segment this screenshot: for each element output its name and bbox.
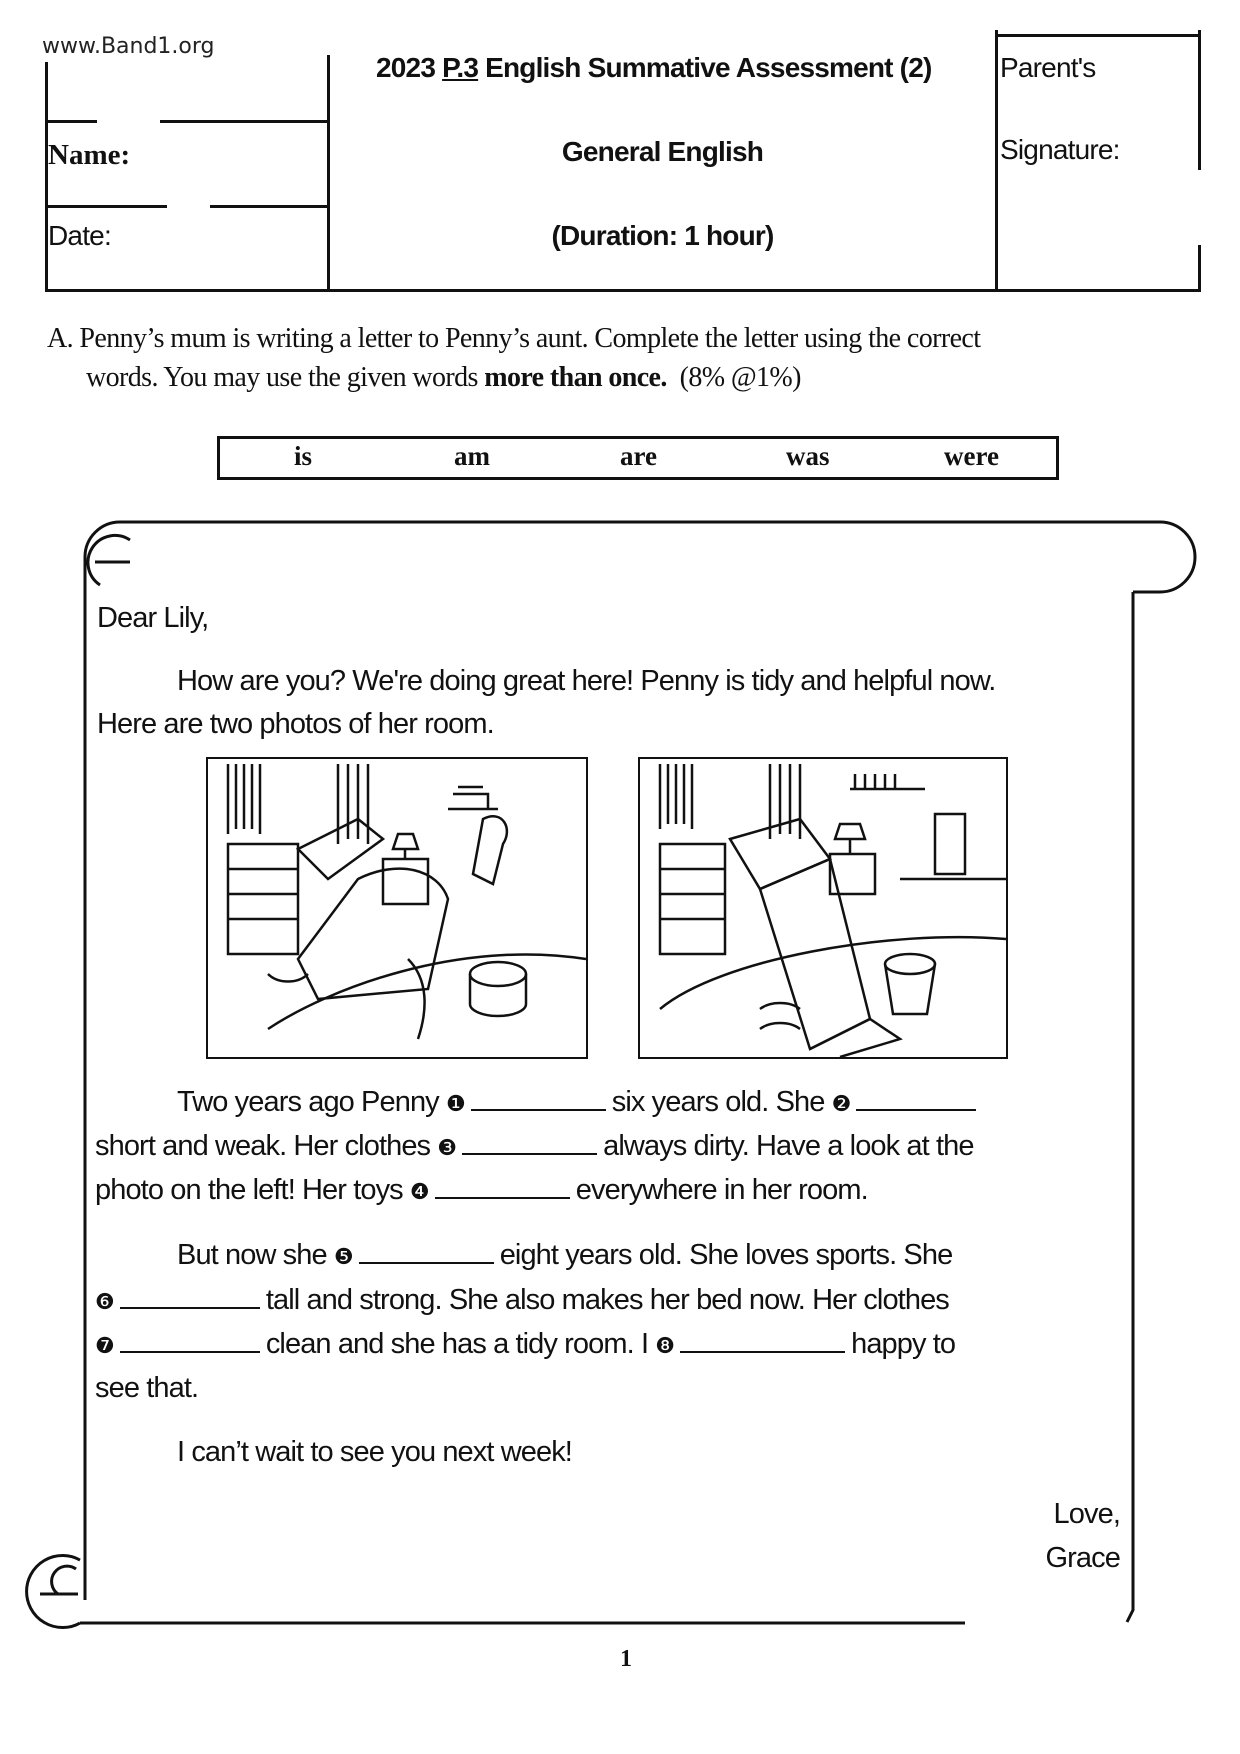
question-number-icon: ❶ [445, 1092, 465, 1117]
page-title [376, 52, 932, 84]
answer-blank[interactable] [471, 1087, 606, 1111]
instruction-line-2 [86, 362, 801, 394]
answer-blank[interactable] [462, 1131, 597, 1155]
signature-label: Signature: [1000, 134, 1120, 165]
question-number-icon: ❺ [333, 1245, 353, 1270]
answer-blank[interactable] [435, 1175, 570, 1199]
page-number: 1 [620, 1646, 632, 1672]
word-bank-item: am [454, 441, 490, 471]
question-number-icon: ❻ [95, 1290, 114, 1315]
instruction-text: words. You may use the given words [86, 362, 485, 393]
name-label: Name: [48, 139, 131, 171]
letter-intro-line: How are you? We're doing great here! Penny is tidy and helpful now. [177, 665, 996, 697]
letter-text: always dirty. Have a look at the [603, 1130, 974, 1162]
parent-label: Parent's [1000, 52, 1096, 83]
letter-greeting: Dear Lily, [97, 602, 209, 634]
answer-blank[interactable] [680, 1329, 845, 1353]
question-number-icon: ❼ [95, 1334, 114, 1359]
word-bank-item: is [294, 441, 313, 471]
letter-text: tall and strong. She also makes her bed now. Her clothes [265, 1284, 949, 1316]
answer-blank[interactable] [359, 1240, 494, 1264]
answer-blank[interactable] [856, 1087, 976, 1111]
letter-signature: Grace [1045, 1542, 1120, 1574]
subject: General English [561, 136, 764, 167]
duration: (Duration: 1 hour) [551, 220, 774, 251]
tidy-room-photo [638, 757, 1008, 1059]
word-bank-item: was [786, 441, 830, 471]
letter-line [95, 1130, 974, 1163]
letter-line [95, 1174, 868, 1207]
letter-line [95, 1372, 198, 1405]
word-bank-item: are [620, 441, 657, 471]
letter-text: eight years old. She loves sports. She [499, 1239, 953, 1271]
letter-sign-off: Love, [1053, 1498, 1120, 1530]
question-number-icon: ❷ [831, 1092, 851, 1117]
letter-text: photo on the left! Her toys [95, 1174, 410, 1206]
watermark: www.Band1.org [42, 34, 215, 59]
question-number-icon: ❹ [409, 1180, 429, 1205]
instruction-line-1: A. Penny’s mum is writing a letter to Penny’s aunt. Complete the letter using the correct [47, 323, 981, 354]
letter-text: clean and she has a tidy room. I [265, 1328, 656, 1360]
letter-closing-line: I can’t wait to see you next week! [177, 1436, 572, 1468]
answer-blank[interactable] [120, 1329, 260, 1353]
letter-text: But now she [177, 1239, 334, 1271]
letter-text: Two years ago Penny [177, 1086, 446, 1118]
word-bank-item: were [944, 441, 999, 471]
letter-intro-line: Here are two photos of her room. [97, 708, 494, 740]
question-number-icon: ❽ [655, 1334, 675, 1359]
title-level: P.3 [442, 52, 479, 83]
answer-blank[interactable] [120, 1285, 260, 1309]
instruction-marks: (8% @1%) [666, 362, 801, 393]
letter-line [177, 1086, 982, 1119]
letter-text: everywhere in her room. [575, 1174, 868, 1206]
title-year: 2023 [376, 52, 436, 83]
letter-text: see that. [95, 1372, 199, 1404]
date-label: Date: [48, 220, 111, 251]
word-bank [217, 436, 1059, 480]
letter-line [95, 1328, 955, 1361]
title-rest: English Summative Assessment (2) [485, 52, 932, 83]
letter-text: happy to [851, 1328, 956, 1360]
instruction-emphasis: more than once. [484, 362, 667, 393]
messy-room-photo [206, 757, 588, 1059]
letter-line [177, 1239, 952, 1272]
question-number-icon: ❸ [437, 1136, 457, 1161]
letter-line [95, 1284, 949, 1317]
letter-text: six years old. She [611, 1086, 832, 1118]
letter-text: short and weak. Her clothes [95, 1130, 438, 1162]
